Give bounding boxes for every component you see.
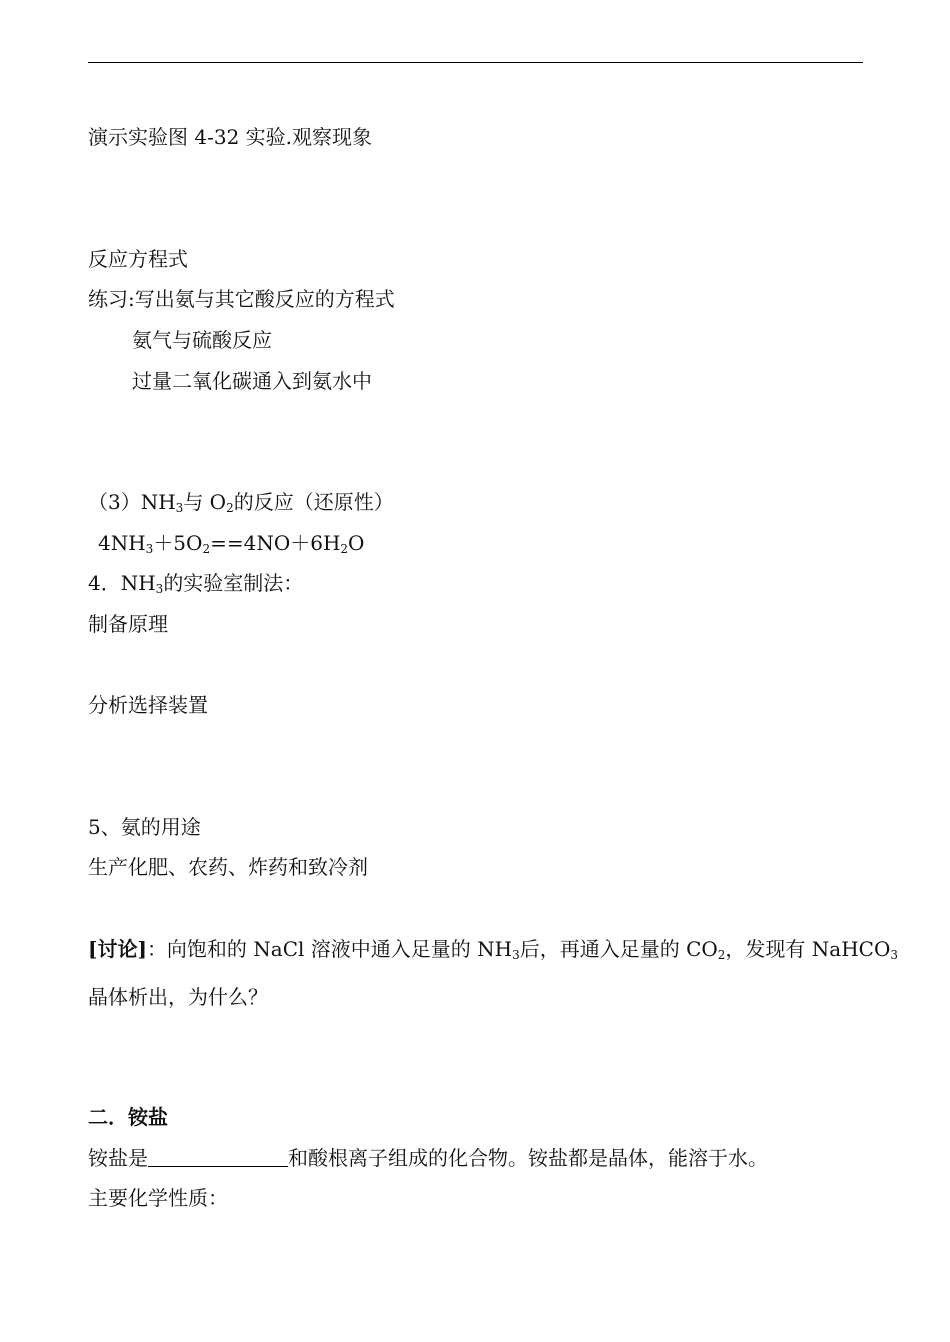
discussion-line: [讨论]：向饱和的 NaCl 溶液中通入足量的 $NH_3$后，再通入足量的 $CO_2$，发现有 NaHCO$_3$ — [88, 937, 898, 962]
header-rule — [88, 62, 863, 63]
oxidation-equation: $4NH_3+5O_2==4NO+6H_2O$ — [98, 531, 365, 556]
practice-line: 练习:写出氨与其它酸反应的方程式 — [88, 287, 395, 311]
apparatus-line: 分析选择装置 — [88, 693, 208, 717]
practice-item-sulfuric: 氨气与硫酸反应 — [132, 328, 272, 352]
main-properties-line: 主要化学性质： — [88, 1186, 228, 1210]
ammonium-definition: 铵盐是 和酸根离子组成的化合物。铵盐都是晶体，能溶于水。 — [88, 1146, 768, 1170]
section-2-heading: 二．铵盐 — [88, 1105, 168, 1129]
section-5-heading: 5、氨的用途 — [88, 815, 201, 839]
uses-line: 生产化肥、农药、炸药和致冷剂 — [88, 855, 368, 879]
practice-item-co2: 过量二氧化碳通入到氨水中 — [132, 369, 372, 393]
reaction-3-heading: $(3)NH_3$与 $O_2$的反应（还原性） — [88, 490, 394, 515]
discussion-label: [讨论] — [88, 937, 147, 961]
fill-in-blank — [148, 1146, 288, 1167]
preparation-principle: 制备原理 — [88, 612, 168, 636]
demo-line: 演示实验图 4-32 实验.观察现象 — [88, 125, 373, 149]
discussion-line-2: 晶体析出，为什么？ — [88, 985, 268, 1009]
equation-heading: 反应方程式 — [88, 247, 188, 271]
section-4-heading: 4．$NH_3$的实验室制法： — [88, 571, 304, 596]
